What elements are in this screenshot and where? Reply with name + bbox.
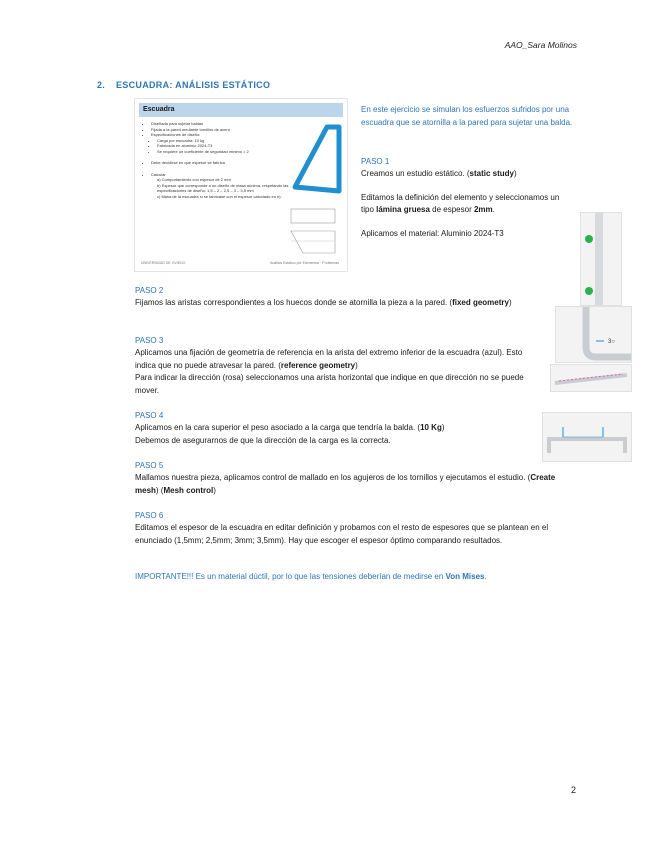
section-title-text: ESCUADRA: ANÁLISIS ESTÁTICO [116,80,271,90]
slide-bullet: a) Comportamiento con espesor de 2 mm [157,177,231,182]
important-note: IMPORTANTE!!! Es un material dúctil, por lo que las tensiones deberían de medirse en Von Mises. [135,572,487,581]
step1-line2: Editamos la definición del elemento y seleccionamos un tipo lámina gruesa de espesor 2mm. [361,192,560,214]
step2-text: Fijamos las aristas correspondientes a los huecos donde se atornilla la pieza a la pared. (fixed geometry) [135,298,512,307]
slide-bullet: b) Espesor que corresponde a un diseño de masa mínima, respetando las especificaciones de diseño: 1,5 – 2 – 2,5 – 3 – 3,5 mm [157,182,289,193]
fixture-icon [585,287,593,295]
slide-bullets [141,121,291,199]
step5-block [135,460,575,497]
step5-title: PASO 5 [135,461,164,470]
step4-text: Aplicamos en la cara superior el peso asociado a la carga que tendría la balda. (10 Kg) [135,423,445,432]
step2-block [135,285,540,310]
bracket-view-front [291,231,335,253]
slide-bullet: c) Masa de la escuadra si se fabricase con el espesor calculado en b). [157,193,282,199]
step3-text: Aplicamos una fijación de geometría de referencia en la arista del extremo inferior de la escuadra (azul). Esto indica que no puede atravesar la pared. (reference geometry) [135,348,523,370]
step3-block [135,335,535,397]
bracket-drawing [283,119,345,259]
page-number: 2 [570,785,576,795]
step6-block [135,510,570,547]
fixed-geometry-image [580,212,622,306]
slide-bullet: • Fijada a la pared mediante tornillos de acero [151,127,291,133]
slide-title: Escuadra [139,103,343,117]
step1-line3: Aplicamos el material: Aluminio 2024-T3 [361,228,504,238]
section-number: 2. [97,80,106,90]
slide-bullet: • Diseñada para sujetar baldas [151,121,291,127]
direction-image [550,364,632,392]
slide-bullet: • Especificaciones de diseño: [151,132,291,138]
step4-block [135,410,535,447]
step1-line1: Creamos un estudio estático. (static study) [361,169,517,178]
page-header-author: AAO_Sara Molinos [504,40,577,50]
slide-footer-left: UNIVERSIDAD DE OVIEDO [141,261,186,265]
bracket-shape [295,127,339,191]
slide-bullet: • Fabricada en aluminio 2024-T3 [157,143,291,149]
bracket-view-top [291,209,335,223]
intro-paragraph: En este ejercicio se simulan los esfuerzos sufridos por una escuadra que se atornilla a la pared para sujetar una balda. [361,105,573,127]
slide-bullet: • Debe decidirse en qué espesor se fabrica [151,160,291,166]
step3-title: PASO 3 [135,336,164,345]
step4-title: PASO 4 [135,411,164,420]
step6-title: PASO 6 [135,511,164,520]
step1-title: PASO 1 [361,157,390,166]
step3-text2: Para indicar la dirección (rosa) seleccionamos una arista horizontal que indique en que dirección no se puede mover. [135,373,524,395]
reference-geometry-image [555,306,632,363]
step5-text: Mallamos nuestra pieza, aplicamos control de mallado en los agujeros de los tornillos y ejecutamos el estudio. (Create mesh) (Mesh control) [135,473,556,495]
step4-text2: Debemos de asegurarnos de que la dirección de la carga es la correcta. [135,435,391,445]
slide-bullet: • Se requiere un coeficiente de seguridad mínimo = 2 [157,149,291,155]
slide-footer-right: Análisis Estático por Elementos · Problemas [270,261,339,265]
step6-text: Editamos el espesor de la escuadra en editar definición y probamos con el resto de espesores que se plantean en el enunciado (1,5mm; 2,5mm; 3mm; 3,5mm). Hay que escoger el espesor óptimo comparando resultados. [135,523,549,545]
svg-text:3○: 3○ [608,339,615,345]
load-image [542,412,632,462]
problem-slide-image [134,98,348,272]
step1-block [361,156,571,240]
fixture-icon [585,235,593,243]
section-title [97,80,270,90]
step2-title: PASO 2 [135,286,164,295]
slide-bullet: • Carga por escuadra: 10 kg [157,138,291,144]
slide-bullet: • Calcular [151,172,291,178]
